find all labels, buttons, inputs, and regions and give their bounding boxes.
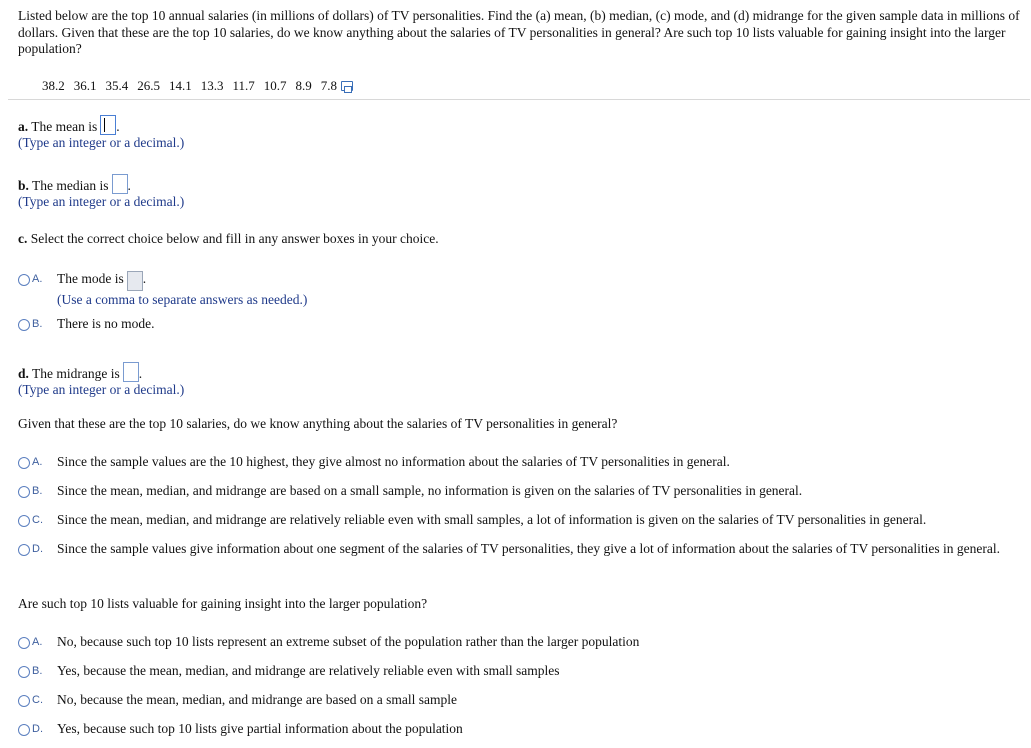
mode-option-a-hint: (Use a comma to separate answers as needed.) <box>57 292 308 307</box>
part-d-line: d. The midrange is . <box>18 362 142 382</box>
radio-button[interactable] <box>18 666 30 678</box>
option-text: Since the mean, median, and midrange are based on a small sample, no information is given on the salaries of TV personalities in general. <box>57 483 803 498</box>
radio-button[interactable] <box>18 637 30 649</box>
part-a-hint: (Type an integer or a decimal.) <box>18 135 185 150</box>
data-value: 36.1 <box>73 78 97 93</box>
part-d-label: d. <box>18 366 29 381</box>
data-value: 8.9 <box>295 78 312 93</box>
data-value: 7.8 <box>320 78 338 93</box>
data-value: 11.7 <box>232 78 255 93</box>
option-letter: A. <box>32 273 43 285</box>
option-letter: C. <box>32 694 43 706</box>
part-a-label: a. <box>18 119 29 134</box>
part-b-line: b. The median is . <box>18 174 131 194</box>
option-text: There is no mode. <box>57 316 155 331</box>
part-b-text: The median is <box>32 178 109 193</box>
option-text: No, because such top 10 lists represent an extreme subset of the population rather than the larger population <box>57 634 640 649</box>
q1-option-c[interactable] <box>18 512 926 528</box>
part-c-text: Select the correct choice below and fill in any answer boxes in your choice. <box>30 231 439 246</box>
mode-option-a[interactable]: A. The mode is . <box>18 271 146 291</box>
q2-option-c[interactable] <box>18 692 457 708</box>
radio-button[interactable] <box>18 695 30 707</box>
data-value: 14.1 <box>169 78 192 93</box>
part-c-line <box>18 231 439 247</box>
q2-option-b[interactable] <box>18 663 559 679</box>
q2-option-a[interactable] <box>18 634 639 650</box>
option-text: Since the sample values give information about one segment of the salaries of TV personalities, they give a lot of information about the salaries of TV personalities in general. <box>57 541 1001 556</box>
option-text: Yes, because the mean, median, and midrange are relatively reliable even with small samples <box>57 663 560 678</box>
part-b-label: b. <box>18 178 29 193</box>
q1-text: Given that these are the top 10 salaries, do we know anything about the salaries of TV personalities in general? <box>18 416 618 431</box>
option-letter: B. <box>32 485 43 497</box>
option-text: Since the sample values are the 10 highest, they give almost no information about the salaries of TV personalities in general. <box>57 454 730 469</box>
q1-option-b[interactable] <box>18 483 802 499</box>
divider <box>8 99 1030 100</box>
data-value: 13.3 <box>200 78 224 93</box>
mode-answer-input[interactable] <box>127 271 143 291</box>
radio-button[interactable] <box>18 319 30 331</box>
radio-button[interactable] <box>18 274 30 286</box>
option-letter: A. <box>32 456 43 468</box>
data-value: 38.2 <box>42 78 65 93</box>
radio-button[interactable] <box>18 515 30 527</box>
part-b-hint: (Type an integer or a decimal.) <box>18 194 185 209</box>
option-text: No, because the mean, median, and midrange are based on a small sample <box>57 692 457 707</box>
option-text: Yes, because such top 10 lists give partial information about the population <box>57 721 463 736</box>
option-text: The mode is <box>57 271 124 286</box>
radio-button[interactable] <box>18 724 30 736</box>
radio-button[interactable] <box>18 544 30 556</box>
data-value: 10.7 <box>263 78 287 93</box>
option-text: Since the mean, median, and midrange are relatively reliable even with small samples, a lot of information is given on the salaries of TV personalities in general. <box>57 512 927 527</box>
mean-answer-input[interactable] <box>100 115 116 135</box>
part-d-hint: (Type an integer or a decimal.) <box>18 382 185 397</box>
q1-option-d[interactable] <box>18 541 1028 557</box>
copy-data-icon[interactable] <box>341 81 353 91</box>
option-letter: B. <box>32 318 43 330</box>
option-letter: D. <box>32 543 43 555</box>
data-value: 26.5 <box>137 78 160 93</box>
option-letter: B. <box>32 665 43 677</box>
question-prompt: Listed below are the top 10 annual salaries (in millions of dollars) of TV personalities. Find the (a) mean, (b) median, (c) mode, and (d) midrange for the given sample data in millions of dollars. Given that these are the top 10 salaries, do we know anything about the salaries of TV personalities in general? Are such top 10 lists valuable for gaining insight into the larger population? <box>18 8 1020 56</box>
q2-text: Are such top 10 lists valuable for gaining insight into the larger population? <box>18 596 428 611</box>
part-a-line: a. The mean is . <box>18 115 120 135</box>
part-c-label: c. <box>18 231 28 246</box>
radio-button[interactable] <box>18 457 30 469</box>
q2-option-d[interactable] <box>18 721 463 737</box>
midrange-answer-input[interactable] <box>123 362 139 382</box>
option-letter: C. <box>32 514 43 526</box>
data-value: 35.4 <box>105 78 129 93</box>
radio-button[interactable] <box>18 486 30 498</box>
median-answer-input[interactable] <box>112 174 128 194</box>
q1-option-a[interactable] <box>18 454 730 470</box>
mode-option-b[interactable] <box>18 316 154 332</box>
part-d-text: The midrange is <box>32 366 120 381</box>
option-letter: A. <box>32 636 43 648</box>
option-letter: D. <box>32 723 43 735</box>
part-a-text: The mean is <box>31 119 98 134</box>
data-values <box>42 78 362 94</box>
